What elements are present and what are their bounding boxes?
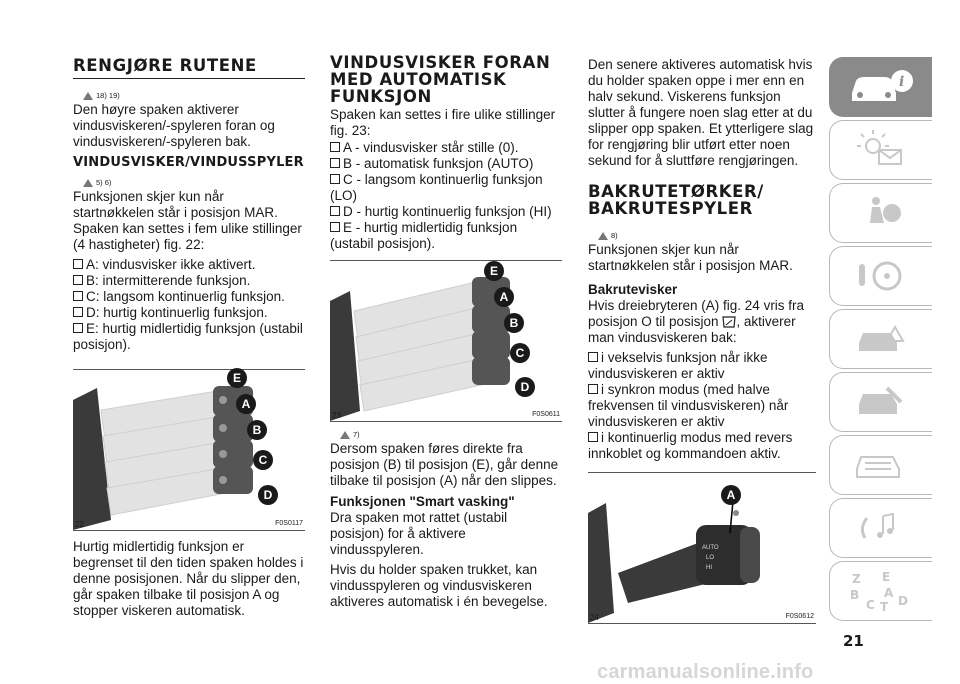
checkbox-icon [588, 384, 598, 394]
tab-starting-driving[interactable] [829, 246, 932, 306]
warning-icon [340, 431, 350, 439]
position-marker-b: B [504, 313, 524, 333]
warning-icon [83, 179, 93, 187]
checkbox-icon [588, 352, 598, 362]
figure-23 [330, 261, 562, 421]
warning-reference: 7) [330, 430, 562, 440]
list-item: A - vindusvisker står stille (0). [330, 140, 562, 156]
title-rule [73, 78, 305, 79]
position-list [73, 257, 305, 353]
list-item: D: hurtig kontinuerlig funksjon. [73, 305, 305, 321]
footer-watermark: carmanualsonline.info [597, 661, 814, 683]
figure-number: 24 [590, 613, 599, 622]
figure-rule [73, 530, 305, 531]
svg-text:D: D [898, 594, 908, 608]
body-text: Spaken kan settes i fire ulike stillinger fig. 23: [330, 107, 556, 138]
figure-number: 22 [75, 520, 84, 529]
position-marker-e: E [484, 261, 504, 281]
intro-text: Den høyre spaken aktiverer vindusviskeren/-spyleren foran og vindusviskeren/-spyleren bak. [73, 102, 275, 149]
tab-car-info[interactable] [829, 57, 932, 117]
svg-text:A: A [884, 586, 894, 600]
lever-label-auto: AUTO [702, 545, 719, 551]
position-marker-d: D [515, 377, 535, 397]
safety-airbag-icon [856, 193, 906, 233]
figure-rule [588, 623, 816, 624]
figure-rule [330, 421, 562, 422]
body-text: Dra spaken mot rattet (ustabil posisjon) for å aktivere vindusspyleren. [330, 510, 508, 557]
list-item: i vekselvis funksjon når ikke vindusviskeren er aktiv [588, 350, 768, 381]
lever-label-lo: LO [706, 555, 715, 561]
position-marker-b: B [247, 420, 267, 440]
checkbox-icon [73, 323, 83, 333]
warning-reference: 8) [588, 231, 816, 241]
svg-text:Z: Z [852, 572, 861, 586]
list-item: i synkron modus (med halve frekvensen til vindusviskeren) når vindusviskeren er aktiv [588, 382, 789, 429]
svg-text:T: T [880, 600, 889, 613]
position-list [330, 140, 562, 252]
figure-number: 23 [332, 411, 341, 420]
body-text: Funksjonen skjer kun når startnøkkelen står i posisjon MAR. [588, 242, 793, 273]
wiper-lever-illustration [73, 370, 305, 530]
wiper-lever-illustration [330, 261, 562, 421]
tab-emergency[interactable] [829, 309, 932, 369]
emergency-icon [851, 319, 911, 359]
column-1 [73, 0, 305, 619]
starting-driving-icon [851, 256, 911, 296]
figure-24 [588, 473, 816, 623]
checkbox-icon [73, 307, 83, 317]
position-marker-d: D [258, 485, 278, 505]
checkbox-icon [330, 142, 340, 152]
checkbox-icon [73, 291, 83, 301]
list-item: E - hurtig midlertidig funksjon (ustabil posisjon). [330, 220, 518, 251]
figure-code: F0S0117 [275, 520, 303, 527]
body-text: Den senere aktiveres automatisk hvis du holder spaken oppe i mer enn en halv sekund. Viskerens funksjon slutter å fungere noen slag etter at du slipper opp spaken. Et ytterligere slag for rengjøring blir utført etter noen sekund for å sluttføre rengjøringen. [588, 57, 814, 168]
list-item: E: hurtig midlertidig funksjon (ustabil posisjon). [73, 321, 303, 352]
car-info-icon [846, 67, 916, 107]
body-text: Hvis du holder spaken trukket, kan vindusspyleren og vindusviskeren aktiveres automatisk i én bevegelse. [330, 562, 548, 609]
warning-icon [83, 92, 93, 100]
figure-code: F0S0611 [532, 411, 560, 418]
section-title: RENGJØRE RUTENE [73, 56, 257, 75]
subsection-title: VINDUSVISKER/VINDUSSPYLER [73, 155, 304, 170]
maintenance-icon [851, 382, 911, 422]
column-3 [588, 0, 816, 624]
checkbox-icon [330, 206, 340, 216]
checkbox-icon [330, 222, 340, 232]
list-item: D - hurtig kontinuerlig funksjon (HI) [330, 204, 562, 220]
position-marker-e: E [227, 368, 247, 388]
index-icon [846, 569, 916, 613]
position-marker-a: A [494, 287, 514, 307]
section-title: BAKRUTETØRKER/ BAKRUTESPYLER [588, 182, 764, 218]
svg-text:i: i [899, 74, 905, 90]
position-marker-c: C [253, 450, 273, 470]
list-item: C - langsom kontinuerlig funksjon (LO) [330, 172, 543, 203]
section-title: VINDUSVISKER FORAN MED AUTOMATISK FUNKSJON [330, 53, 551, 106]
position-marker-c: C [510, 343, 530, 363]
warning-icon [598, 232, 608, 240]
svg-text:B: B [850, 588, 860, 602]
svg-text:C: C [866, 598, 875, 612]
warning-lights-icon [851, 130, 911, 170]
subsection-title: Bakrutevisker [588, 282, 678, 297]
body-text: Dersom spaken føres direkte fra posisjon (B) til posisjon (E), går denne tilbake til posisjon (A) når den slippes. [330, 441, 559, 488]
list-item: B - automatisk funksjon (AUTO) [330, 156, 562, 172]
svg-text:E: E [882, 570, 891, 584]
list-item: B: intermitterende funksjon. [73, 273, 305, 289]
column-2 [330, 0, 562, 610]
tab-maintenance[interactable] [829, 372, 932, 432]
list-item: C: langsom kontinuerlig funksjon. [73, 289, 305, 305]
position-marker-a: A [236, 394, 256, 414]
body-text: Hurtig midlertidig funksjon er begrenset til den tiden spaken holdes i denne posisjonen. Når du slipper den, går spaken tilbake til posisjon A og stopper viskeren automatisk. [73, 539, 304, 618]
warning-reference: 5) 6) [73, 178, 305, 188]
multimedia-icon [851, 508, 911, 548]
tab-technical-data[interactable] [829, 435, 932, 495]
body-text: Funksjonen skjer kun når startnøkkelen står i posisjon MAR. Spaken kan settes i fem ulike stillinger (4 hastigheter) fig. 22: [73, 189, 302, 252]
subsection-title: Funksjonen "Smart vasking" [330, 494, 515, 509]
tab-safety[interactable] [829, 183, 932, 243]
tab-index[interactable] [829, 561, 932, 621]
rear-window-icon [722, 316, 736, 328]
checkbox-icon [73, 275, 83, 285]
rear-wiper-lever-illustration [588, 473, 816, 623]
checkbox-icon [588, 432, 598, 442]
checkbox-icon [330, 158, 340, 168]
body-text: Hvis dreiebryteren (A) fig. 24 vris fra posisjon O til posisjon , aktiverer man vindusviskeren bak: [588, 298, 805, 345]
list-item: A: vindusvisker ikke aktivert. [73, 257, 305, 273]
list-item: i kontinuerlig modus med revers innkoblet og kommandoen aktiv. [588, 430, 793, 461]
tab-warning-lights[interactable] [829, 120, 932, 180]
tab-multimedia[interactable] [829, 498, 932, 558]
lever-label-hi: HI [706, 565, 712, 571]
figure-22 [73, 370, 305, 530]
checkbox-icon [330, 174, 340, 184]
mode-list [588, 350, 816, 462]
technical-data-icon [851, 445, 911, 485]
position-marker-a: A [721, 485, 741, 505]
checkbox-icon [73, 259, 83, 269]
page-number: 21 [843, 632, 864, 650]
figure-code: F0S0612 [785, 613, 814, 620]
warning-reference: 18) 19) [73, 91, 305, 101]
